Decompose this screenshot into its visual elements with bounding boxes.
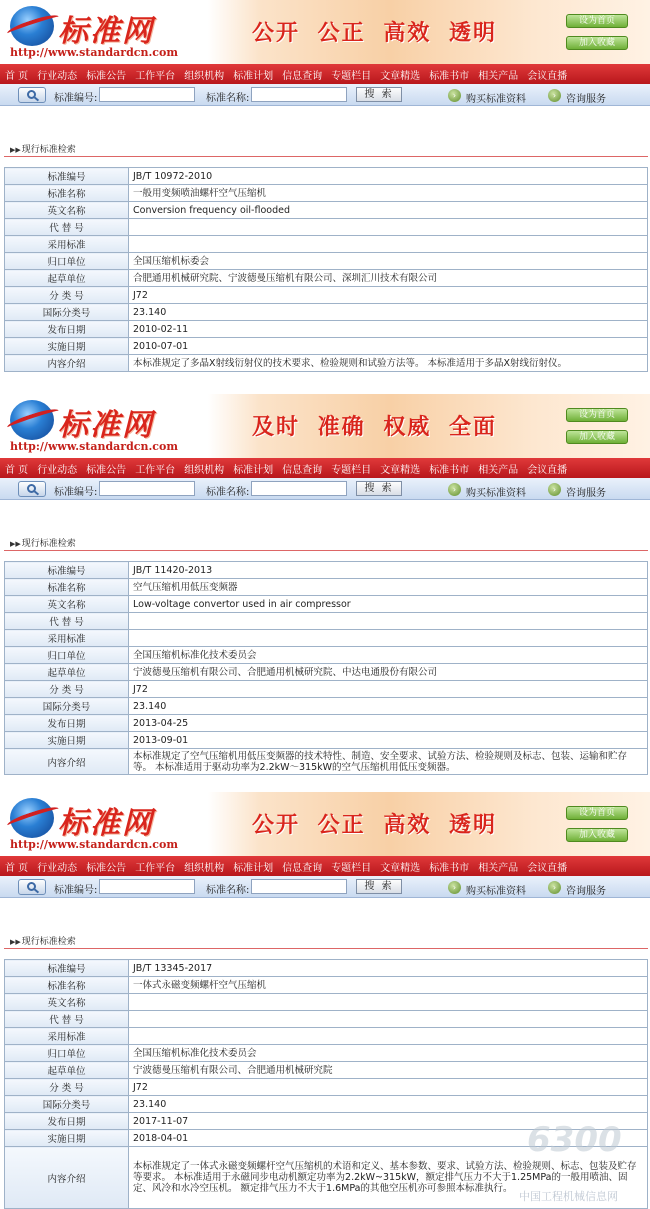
field-value (129, 219, 648, 236)
nav-item-notice[interactable]: 标准公告 (86, 862, 127, 874)
table-row (5, 977, 648, 994)
field-label: 采用标准 (5, 630, 129, 647)
globe-logo-icon (10, 798, 54, 838)
field-label: 国际分类号 (5, 1096, 129, 1113)
section-title (10, 934, 76, 947)
standard-name-label: 标准名称: (206, 885, 250, 896)
standard-name-input[interactable] (251, 481, 347, 496)
table-row (5, 1079, 648, 1096)
section-title (10, 536, 76, 549)
table-row (5, 715, 648, 732)
section-title-text: 现行标准检索 (21, 937, 76, 947)
add-favorite-button[interactable]: 加入收藏 (566, 430, 628, 444)
section-title-text: 现行标准检索 (21, 539, 76, 549)
add-favorite-button[interactable]: 加入收藏 (566, 36, 628, 50)
section-divider (4, 948, 648, 949)
table-row (5, 321, 648, 338)
field-label: 标准名称 (5, 977, 129, 994)
search-icon (18, 481, 46, 497)
globe-logo-icon (10, 400, 54, 440)
search-icon (18, 87, 46, 103)
nav-item-bookstore[interactable]: 标准书市 (429, 862, 470, 874)
consult-service-link[interactable]: 咨询服务 (566, 488, 606, 499)
section-divider (4, 156, 648, 157)
field-label: 代 替 号 (5, 1011, 129, 1028)
site-logo-text[interactable]: 标准网 (58, 806, 154, 841)
table-row (5, 287, 648, 304)
standard-name-label: 标准名称: (206, 93, 250, 104)
search-button[interactable]: 搜 索 (356, 481, 402, 496)
field-label: 采用标准 (5, 236, 129, 253)
field-value (129, 1028, 648, 1045)
field-value: JB/T 10972-2010 (129, 168, 648, 185)
field-label: 标准编号 (5, 562, 129, 579)
field-label: 实施日期 (5, 338, 129, 355)
table-row (5, 1062, 648, 1079)
table-row (5, 960, 648, 977)
standard-name-input[interactable] (251, 87, 347, 102)
arrow-go-icon: › (448, 881, 461, 894)
table-row (5, 219, 648, 236)
standard-info-table (4, 167, 648, 372)
main-nav (0, 458, 650, 478)
nav-item-live[interactable]: 会议直播 (527, 862, 568, 874)
field-value: 一体式永磁变频螺杆空气压缩机 (129, 977, 648, 994)
main-nav (0, 856, 650, 876)
arrow-go-icon: › (448, 483, 461, 496)
table-row (5, 613, 648, 630)
field-value: JB/T 13345-2017 (129, 960, 648, 977)
nav-item-org[interactable]: 组织机构 (184, 70, 225, 82)
watermark-number: 6300 (527, 1120, 622, 1160)
field-label: 起草单位 (5, 1062, 129, 1079)
nav-item-query[interactable]: 信息查询 (282, 464, 323, 476)
set-homepage-button[interactable]: 设为首页 (566, 408, 628, 422)
field-label: 英文名称 (5, 596, 129, 613)
field-value: 本标准规定了多晶X射线衍射仪的技术要求、检验规则和试验方法等。 本标准适用于多晶X射线衍射仪。 (129, 355, 648, 372)
nav-item-platform[interactable]: 工作平台 (135, 862, 176, 874)
standard-name-label: 标准名称: (206, 487, 250, 498)
nav-item-topics[interactable]: 专题栏目 (331, 464, 372, 476)
add-favorite-button[interactable]: 加入收藏 (566, 828, 628, 842)
site-banner (0, 792, 650, 856)
nav-item-topics[interactable]: 专题栏目 (331, 862, 372, 874)
field-label: 标准名称 (5, 185, 129, 202)
site-slogan: 公开 公正 高效 透明 (252, 21, 497, 46)
site-slogan: 及时 准确 权威 全面 (252, 415, 497, 440)
table-row (5, 579, 648, 596)
nav-item-articles[interactable]: 文章精选 (380, 70, 421, 82)
field-value: 2013-09-01 (129, 732, 648, 749)
search-icon (18, 879, 46, 895)
field-label: 内容介绍 (5, 355, 129, 372)
arrow-go-icon: › (548, 881, 561, 894)
site-banner (0, 0, 650, 64)
field-label: 起草单位 (5, 664, 129, 681)
nav-item-query[interactable]: 信息查询 (282, 70, 323, 82)
buy-standards-link[interactable]: 购买标准资料 (466, 94, 526, 105)
field-value (129, 994, 648, 1011)
nav-item-articles[interactable]: 文章精选 (380, 464, 421, 476)
nav-item-platform[interactable]: 工作平台 (135, 70, 176, 82)
field-value: 一般用变频喷油螺杆空气压缩机 (129, 185, 648, 202)
arrow-go-icon: › (548, 483, 561, 496)
nav-item-org[interactable]: 组织机构 (184, 862, 225, 874)
standard-number-label: 标准编号: (54, 487, 98, 498)
standard-info-table (4, 561, 648, 775)
table-row (5, 355, 648, 372)
nav-item-platform[interactable]: 工作平台 (135, 464, 176, 476)
main-nav (0, 64, 650, 84)
table-row (5, 562, 648, 579)
globe-logo-icon (10, 6, 54, 46)
standard-number-input[interactable] (99, 87, 195, 102)
table-row (5, 1045, 648, 1062)
table-row (5, 253, 648, 270)
field-label: 国际分类号 (5, 304, 129, 321)
arrow-go-icon: › (448, 89, 461, 102)
field-label: 分 类 号 (5, 287, 129, 304)
arrow-go-icon: › (548, 89, 561, 102)
site-url[interactable]: http://www.standardcn.com (10, 838, 178, 851)
set-homepage-button[interactable]: 设为首页 (566, 14, 628, 28)
nav-item-plan[interactable]: 标准计划 (233, 464, 274, 476)
table-row (5, 202, 648, 219)
consult-service-link[interactable]: 咨询服务 (566, 94, 606, 105)
table-row (5, 664, 648, 681)
field-value: 宁波德曼压缩机有限公司、合肥通用机械研究院、中达电通股份有限公司 (129, 664, 648, 681)
table-row (5, 168, 648, 185)
table-row (5, 994, 648, 1011)
nav-item-home[interactable]: 首 页 (5, 862, 29, 874)
site-banner (0, 394, 650, 458)
nav-item-news[interactable]: 行业动态 (37, 464, 78, 476)
consult-service-link[interactable]: 咨询服务 (566, 886, 606, 897)
field-label: 内容介绍 (5, 1147, 129, 1209)
field-value: Conversion frequency oil-flooded (129, 202, 648, 219)
field-label: 实施日期 (5, 1130, 129, 1147)
table-row (5, 304, 648, 321)
nav-item-news[interactable]: 行业动态 (37, 862, 78, 874)
buy-standards-link[interactable]: 购买标准资料 (466, 886, 526, 897)
nav-item-query[interactable]: 信息查询 (282, 862, 323, 874)
standard-name-input[interactable] (251, 879, 347, 894)
table-row (5, 749, 648, 775)
field-value: 空气压缩机用低压变频器 (129, 579, 648, 596)
site-slogan: 公开 公正 高效 透明 (252, 813, 497, 838)
site-logo-text[interactable]: 标准网 (58, 408, 154, 443)
site-url[interactable]: http://www.standardcn.com (10, 440, 178, 453)
field-label: 发布日期 (5, 321, 129, 338)
table-row (5, 698, 648, 715)
field-label: 英文名称 (5, 994, 129, 1011)
field-value (129, 630, 648, 647)
field-label: 起草单位 (5, 270, 129, 287)
watermark-text: 中国工程机械信息网 (519, 1190, 618, 1203)
field-label: 发布日期 (5, 715, 129, 732)
site-logo-text[interactable]: 标准网 (58, 14, 154, 49)
buy-standards-link[interactable]: 购买标准资料 (466, 488, 526, 499)
field-label: 归口单位 (5, 253, 129, 270)
double-arrow-icon: ▶▶ (10, 146, 21, 154)
nav-item-plan[interactable]: 标准计划 (233, 862, 274, 874)
table-row (5, 270, 648, 287)
nav-item-plan[interactable]: 标准计划 (233, 70, 274, 82)
field-value (129, 1011, 648, 1028)
field-label: 归口单位 (5, 1045, 129, 1062)
nav-item-live[interactable]: 会议直播 (527, 70, 568, 82)
double-arrow-icon: ▶▶ (10, 540, 21, 548)
field-label: 实施日期 (5, 732, 129, 749)
field-value: 本标准规定了空气压缩机用低压变频器的技术特性、制造、安全要求、试验方法、检验规则及标志、包装、运输和贮存等。 本标准适用于驱动功率为2.2kW～315kW的空气压缩机用低压变频器。 (129, 749, 648, 775)
field-value: J72 (129, 681, 648, 698)
field-label: 发布日期 (5, 1113, 129, 1130)
nav-item-products[interactable]: 相关产品 (478, 862, 519, 874)
nav-item-notice[interactable]: 标准公告 (86, 70, 127, 82)
table-row (5, 647, 648, 664)
table-row (5, 1028, 648, 1045)
field-label: 归口单位 (5, 647, 129, 664)
field-label: 分 类 号 (5, 681, 129, 698)
nav-item-products[interactable]: 相关产品 (478, 464, 519, 476)
standard-panel (0, 394, 650, 790)
field-label: 代 替 号 (5, 613, 129, 630)
field-value: 2018-04-01 (129, 1130, 648, 1147)
table-row (5, 596, 648, 613)
standard-number-input[interactable] (99, 879, 195, 894)
set-homepage-button[interactable]: 设为首页 (566, 806, 628, 820)
field-value (129, 236, 648, 253)
table-row (5, 630, 648, 647)
field-label: 英文名称 (5, 202, 129, 219)
table-row (5, 681, 648, 698)
table-row (5, 236, 648, 253)
field-value: 本标准规定了一体式永磁变频螺杆空气压缩机的术语和定义、基本参数、要求、试验方法、检验规则、标志、包装及贮存等要求。 本标准适用于永磁同步电动机额定功率为2.2kW~315kW，额定排气压力不大于1.25MPa的一般用喷油、固定、风冷和水冷空压机。 额定排气压力不大于1.6MPa的其他空压机亦可参照本标准执行。 (129, 1147, 648, 1209)
nav-item-bookstore[interactable]: 标准书市 (429, 70, 470, 82)
section-title (10, 142, 76, 155)
field-label: 标准编号 (5, 168, 129, 185)
field-value: 2013-04-25 (129, 715, 648, 732)
field-value: JB/T 11420-2013 (129, 562, 648, 579)
standard-panel (0, 0, 650, 396)
field-value: 23.140 (129, 304, 648, 321)
standard-number-input[interactable] (99, 481, 195, 496)
nav-item-home[interactable]: 首 页 (5, 70, 29, 82)
field-label: 代 替 号 (5, 219, 129, 236)
field-value: J72 (129, 287, 648, 304)
table-row (5, 338, 648, 355)
nav-item-bookstore[interactable]: 标准书市 (429, 464, 470, 476)
field-value: 宁波德曼压缩机有限公司、合肥通用机械研究院 (129, 1062, 648, 1079)
standard-number-label: 标准编号: (54, 93, 98, 104)
nav-item-org[interactable]: 组织机构 (184, 464, 225, 476)
double-arrow-icon: ▶▶ (10, 938, 21, 946)
field-value: 全国压缩机标准化技术委员会 (129, 1045, 648, 1062)
nav-item-home[interactable]: 首 页 (5, 464, 29, 476)
field-value: 2010-02-11 (129, 321, 648, 338)
nav-item-live[interactable]: 会议直播 (527, 464, 568, 476)
section-title-text: 现行标准检索 (21, 145, 76, 155)
nav-item-news[interactable]: 行业动态 (37, 70, 78, 82)
field-value (129, 613, 648, 630)
search-bar (0, 478, 650, 500)
standard-number-label: 标准编号: (54, 885, 98, 896)
field-value: 合肥通用机械研究院、宁波德曼压缩机有限公司、深圳汇川技术有限公司 (129, 270, 648, 287)
table-row (5, 1011, 648, 1028)
table-row (5, 1096, 648, 1113)
nav-item-topics[interactable]: 专题栏目 (331, 70, 372, 82)
table-row (5, 732, 648, 749)
nav-item-articles[interactable]: 文章精选 (380, 862, 421, 874)
table-row (5, 185, 648, 202)
section-divider (4, 550, 648, 551)
nav-item-products[interactable]: 相关产品 (478, 70, 519, 82)
field-value: 2017-11-07 (129, 1113, 648, 1130)
field-value: 23.140 (129, 1096, 648, 1113)
field-value: 23.140 (129, 698, 648, 715)
search-bar (0, 84, 650, 106)
nav-item-notice[interactable]: 标准公告 (86, 464, 127, 476)
site-url[interactable]: http://www.standardcn.com (10, 46, 178, 59)
watermark (515, 1112, 645, 1208)
search-button[interactable]: 搜 索 (356, 879, 402, 894)
field-label: 采用标准 (5, 1028, 129, 1045)
field-label: 分 类 号 (5, 1079, 129, 1096)
field-label: 内容介绍 (5, 749, 129, 775)
field-label: 标准名称 (5, 579, 129, 596)
search-bar (0, 876, 650, 898)
search-button[interactable]: 搜 索 (356, 87, 402, 102)
field-value: 2010-07-01 (129, 338, 648, 355)
field-label: 标准编号 (5, 960, 129, 977)
field-value: 全国压缩机标准化技术委员会 (129, 647, 648, 664)
field-label: 国际分类号 (5, 698, 129, 715)
field-value: Low-voltage convertor used in air compressor (129, 596, 648, 613)
field-value: J72 (129, 1079, 648, 1096)
field-value: 全国压缩机标委会 (129, 253, 648, 270)
